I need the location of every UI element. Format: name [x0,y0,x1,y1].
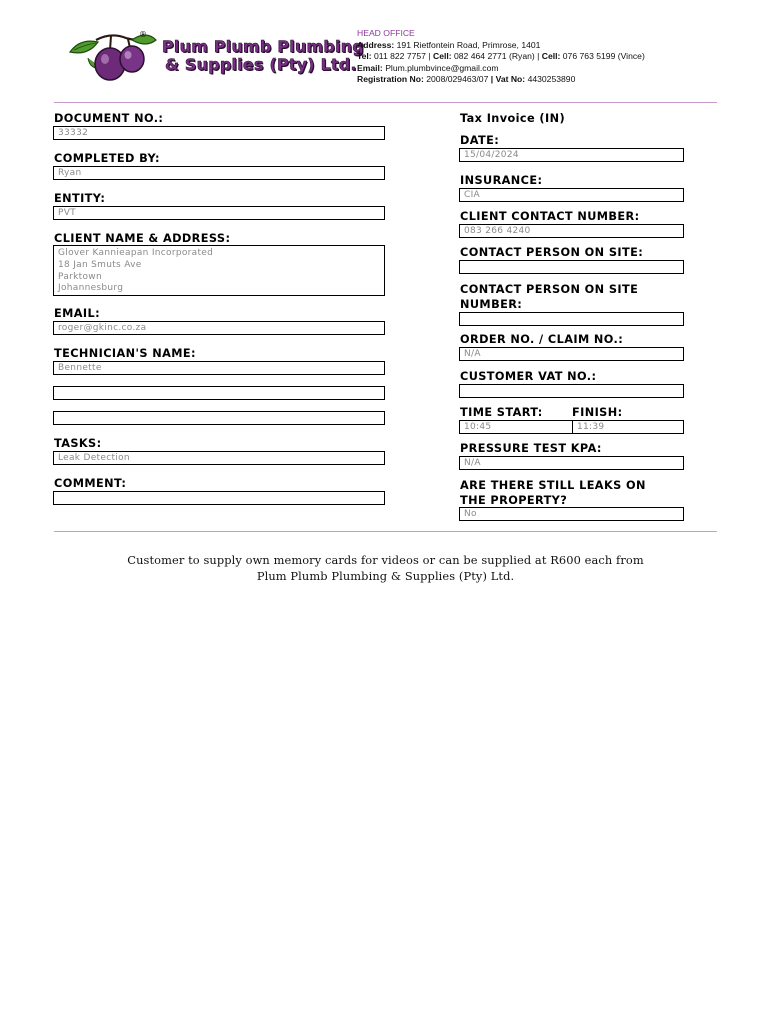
pressure-test-label: PRESSURE TEST KPA: [460,442,602,455]
completed-by-label: COMPLETED BY: [54,152,160,165]
time-start-field[interactable]: 10:45 [459,420,573,434]
top-divider [54,102,717,103]
still-leaks-label: ARE THERE STILL LEAKS ON THE PROPERTY? [460,479,646,507]
registered-mark: ® [139,30,147,39]
contact-person-on-site-label: CONTACT PERSON ON SITE: [460,246,644,259]
finish-label: FINISH: [572,406,623,419]
technician-name-field-3[interactable] [53,411,385,425]
still-leaks-field[interactable]: No [459,507,684,521]
registration-line: Registration No: 2008/029463/07 | Vat No: 4430253890 [357,74,576,85]
pressure-test-field[interactable]: N/A [459,456,684,470]
footer-note [54,553,717,584]
phone-line: Tel: 011 822 7757 | Cell: 082 464 2771 (Ryan) | Cell: 076 763 5199 (Vince) [357,51,645,62]
footer-line-2: Plum Plumb Plumbing & Supplies (Pty) Ltd. [256,568,515,583]
company-logo-line1: Plum Plumb Plumbing [162,37,364,56]
tasks-label: TASKS: [54,437,102,450]
head-office-block [357,28,645,86]
customer-vat-no-field[interactable] [459,384,684,398]
email-field[interactable]: roger@gkinc.co.za [53,321,385,335]
technician-name-label: TECHNICIAN'S NAME: [54,347,196,360]
head-office-title: HEAD OFFICE [357,28,415,38]
email-label: EMAIL: [54,307,101,320]
comment-label: COMMENT: [54,477,127,490]
date-field[interactable]: 15/04/2024 [459,148,684,162]
time-start-label: TIME START: [460,406,543,419]
document-no-label: DOCUMENT NO.: [54,112,164,125]
comment-field[interactable] [53,491,385,505]
client-contact-number-label: CLIENT CONTACT NUMBER: [460,210,640,223]
company-logo-line2: & Supplies (Pty) Ltd. [165,55,357,74]
completed-by-field[interactable]: Ryan [53,166,385,180]
email-line: Email: Plum.plumbvince@gmail.com [357,62,499,73]
document-no-field[interactable]: 33332 [53,126,385,140]
technician-name-field-2[interactable] [53,386,385,400]
customer-vat-no-label: CUSTOMER VAT NO.: [460,370,597,383]
contact-person-number-field[interactable] [459,312,684,326]
tasks-field[interactable]: Leak Detection [53,451,385,465]
footer-line-1: Customer to supply own memory cards for videos or can be supplied at R600 each from [127,553,644,567]
order-claim-no-field[interactable]: N/A [459,347,684,361]
document-type-label: Tax Invoice (IN) [460,112,566,125]
client-contact-number-field[interactable]: 083 266 4240 [459,224,684,238]
date-label: DATE: [460,134,500,147]
contact-person-number-label: CONTACT PERSON ON SITE NUMBER: [460,283,639,311]
client-name-address-label: CLIENT NAME & ADDRESS: [54,232,231,245]
finish-field[interactable]: 11:39 [572,420,684,434]
insurance-label: INSURANCE: [460,174,543,187]
bottom-divider [54,531,717,532]
entity-label: ENTITY: [54,192,106,205]
address-line: Address: 191 Rietfontein Road, Primrose, 1401 [357,39,541,50]
insurance-field[interactable]: CIA [459,188,684,202]
contact-person-on-site-field[interactable] [459,260,684,274]
entity-field[interactable]: PVT [53,206,385,220]
technician-name-field[interactable]: Bennette [53,361,385,375]
order-claim-no-label: ORDER NO. / CLAIM NO.: [460,333,624,346]
client-name-address-field[interactable]: Glover Kannieapan Incorporated 18 Jan Smuts Ave Parktown Johannesburg [53,245,385,296]
